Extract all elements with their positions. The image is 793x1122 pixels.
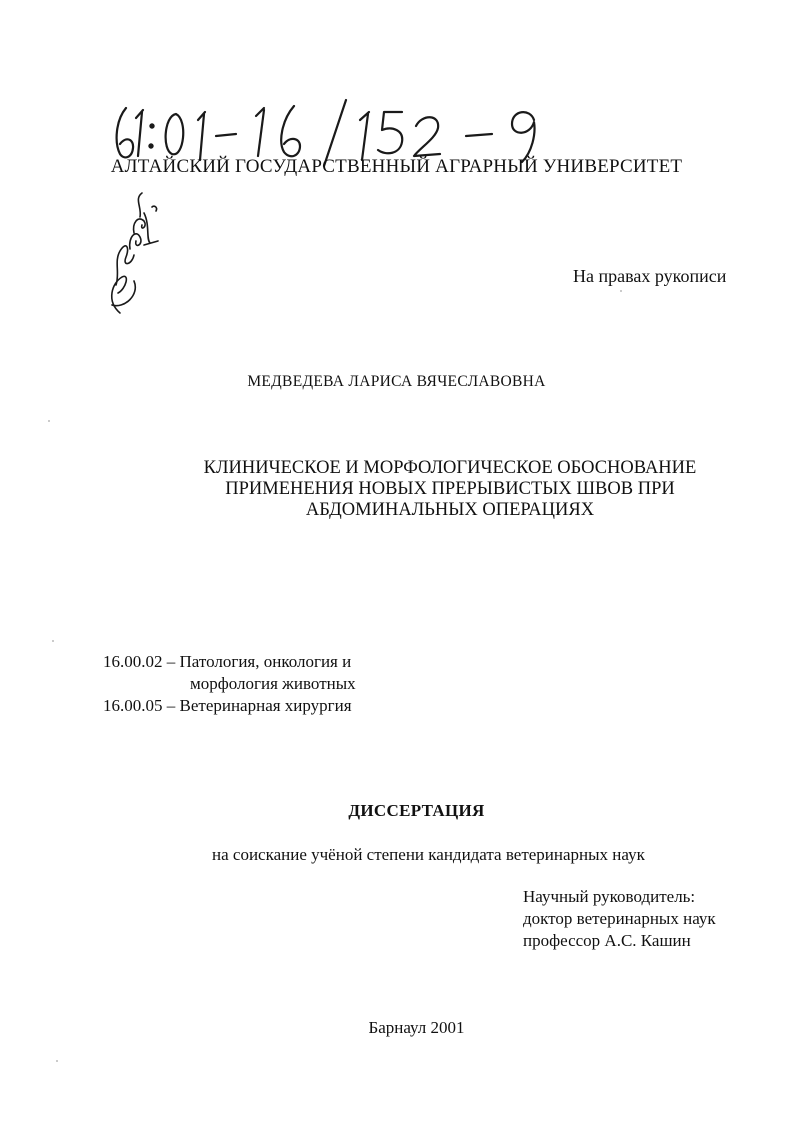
author-name: МЕДВЕДЕВА ЛАРИСА ВЯЧЕСЛАВОВНА bbox=[247, 373, 546, 390]
advisor-line: Научный руководитель: bbox=[523, 887, 696, 906]
document-type: ДИССЕРТАЦИЯ bbox=[348, 801, 485, 820]
handwritten-signature bbox=[100, 185, 162, 325]
specialty-code-2: 16.00.05 – Ветеринарная хирургия bbox=[103, 696, 352, 715]
advisor-line: профессор А.С. Кашин bbox=[523, 931, 691, 950]
thesis-title-line: ПРИМЕНЕНИЯ НОВЫХ ПРЕРЫВИСТЫХ ШВОВ ПРИ bbox=[225, 479, 675, 499]
city-year: Барнаул 2001 bbox=[368, 1018, 465, 1037]
scan-speck bbox=[56, 1060, 58, 1062]
thesis-title bbox=[150, 458, 750, 521]
thesis-title-line: АБДОМИНАЛЬНЫХ ОПЕРАЦИЯХ bbox=[305, 500, 595, 520]
specialty-code-1: 16.00.02 – Патология, онкология и bbox=[103, 652, 352, 671]
specialty-code-1-continuation: морфология животных bbox=[190, 674, 356, 693]
degree-purpose: на соискание учёной степени кандидата ветеринарных наук bbox=[212, 845, 645, 864]
rights-note: На правах рукописи bbox=[573, 266, 727, 286]
advisor-line: доктор ветеринарных наук bbox=[523, 909, 716, 928]
scan-speck bbox=[48, 420, 50, 422]
scientific-advisor bbox=[523, 886, 716, 952]
scan-speck bbox=[52, 640, 54, 642]
thesis-title-line: КЛИНИЧЕСКОЕ И МОРФОЛОГИЧЕСКОЕ ОБОСНОВАНИЕ bbox=[203, 458, 697, 478]
scan-speck bbox=[620, 290, 622, 292]
university-name: АЛТАЙСКИЙ ГОСУДАРСТВЕННЫЙ АГРАРНЫЙ УНИВЕРСИТЕТ bbox=[110, 156, 683, 177]
